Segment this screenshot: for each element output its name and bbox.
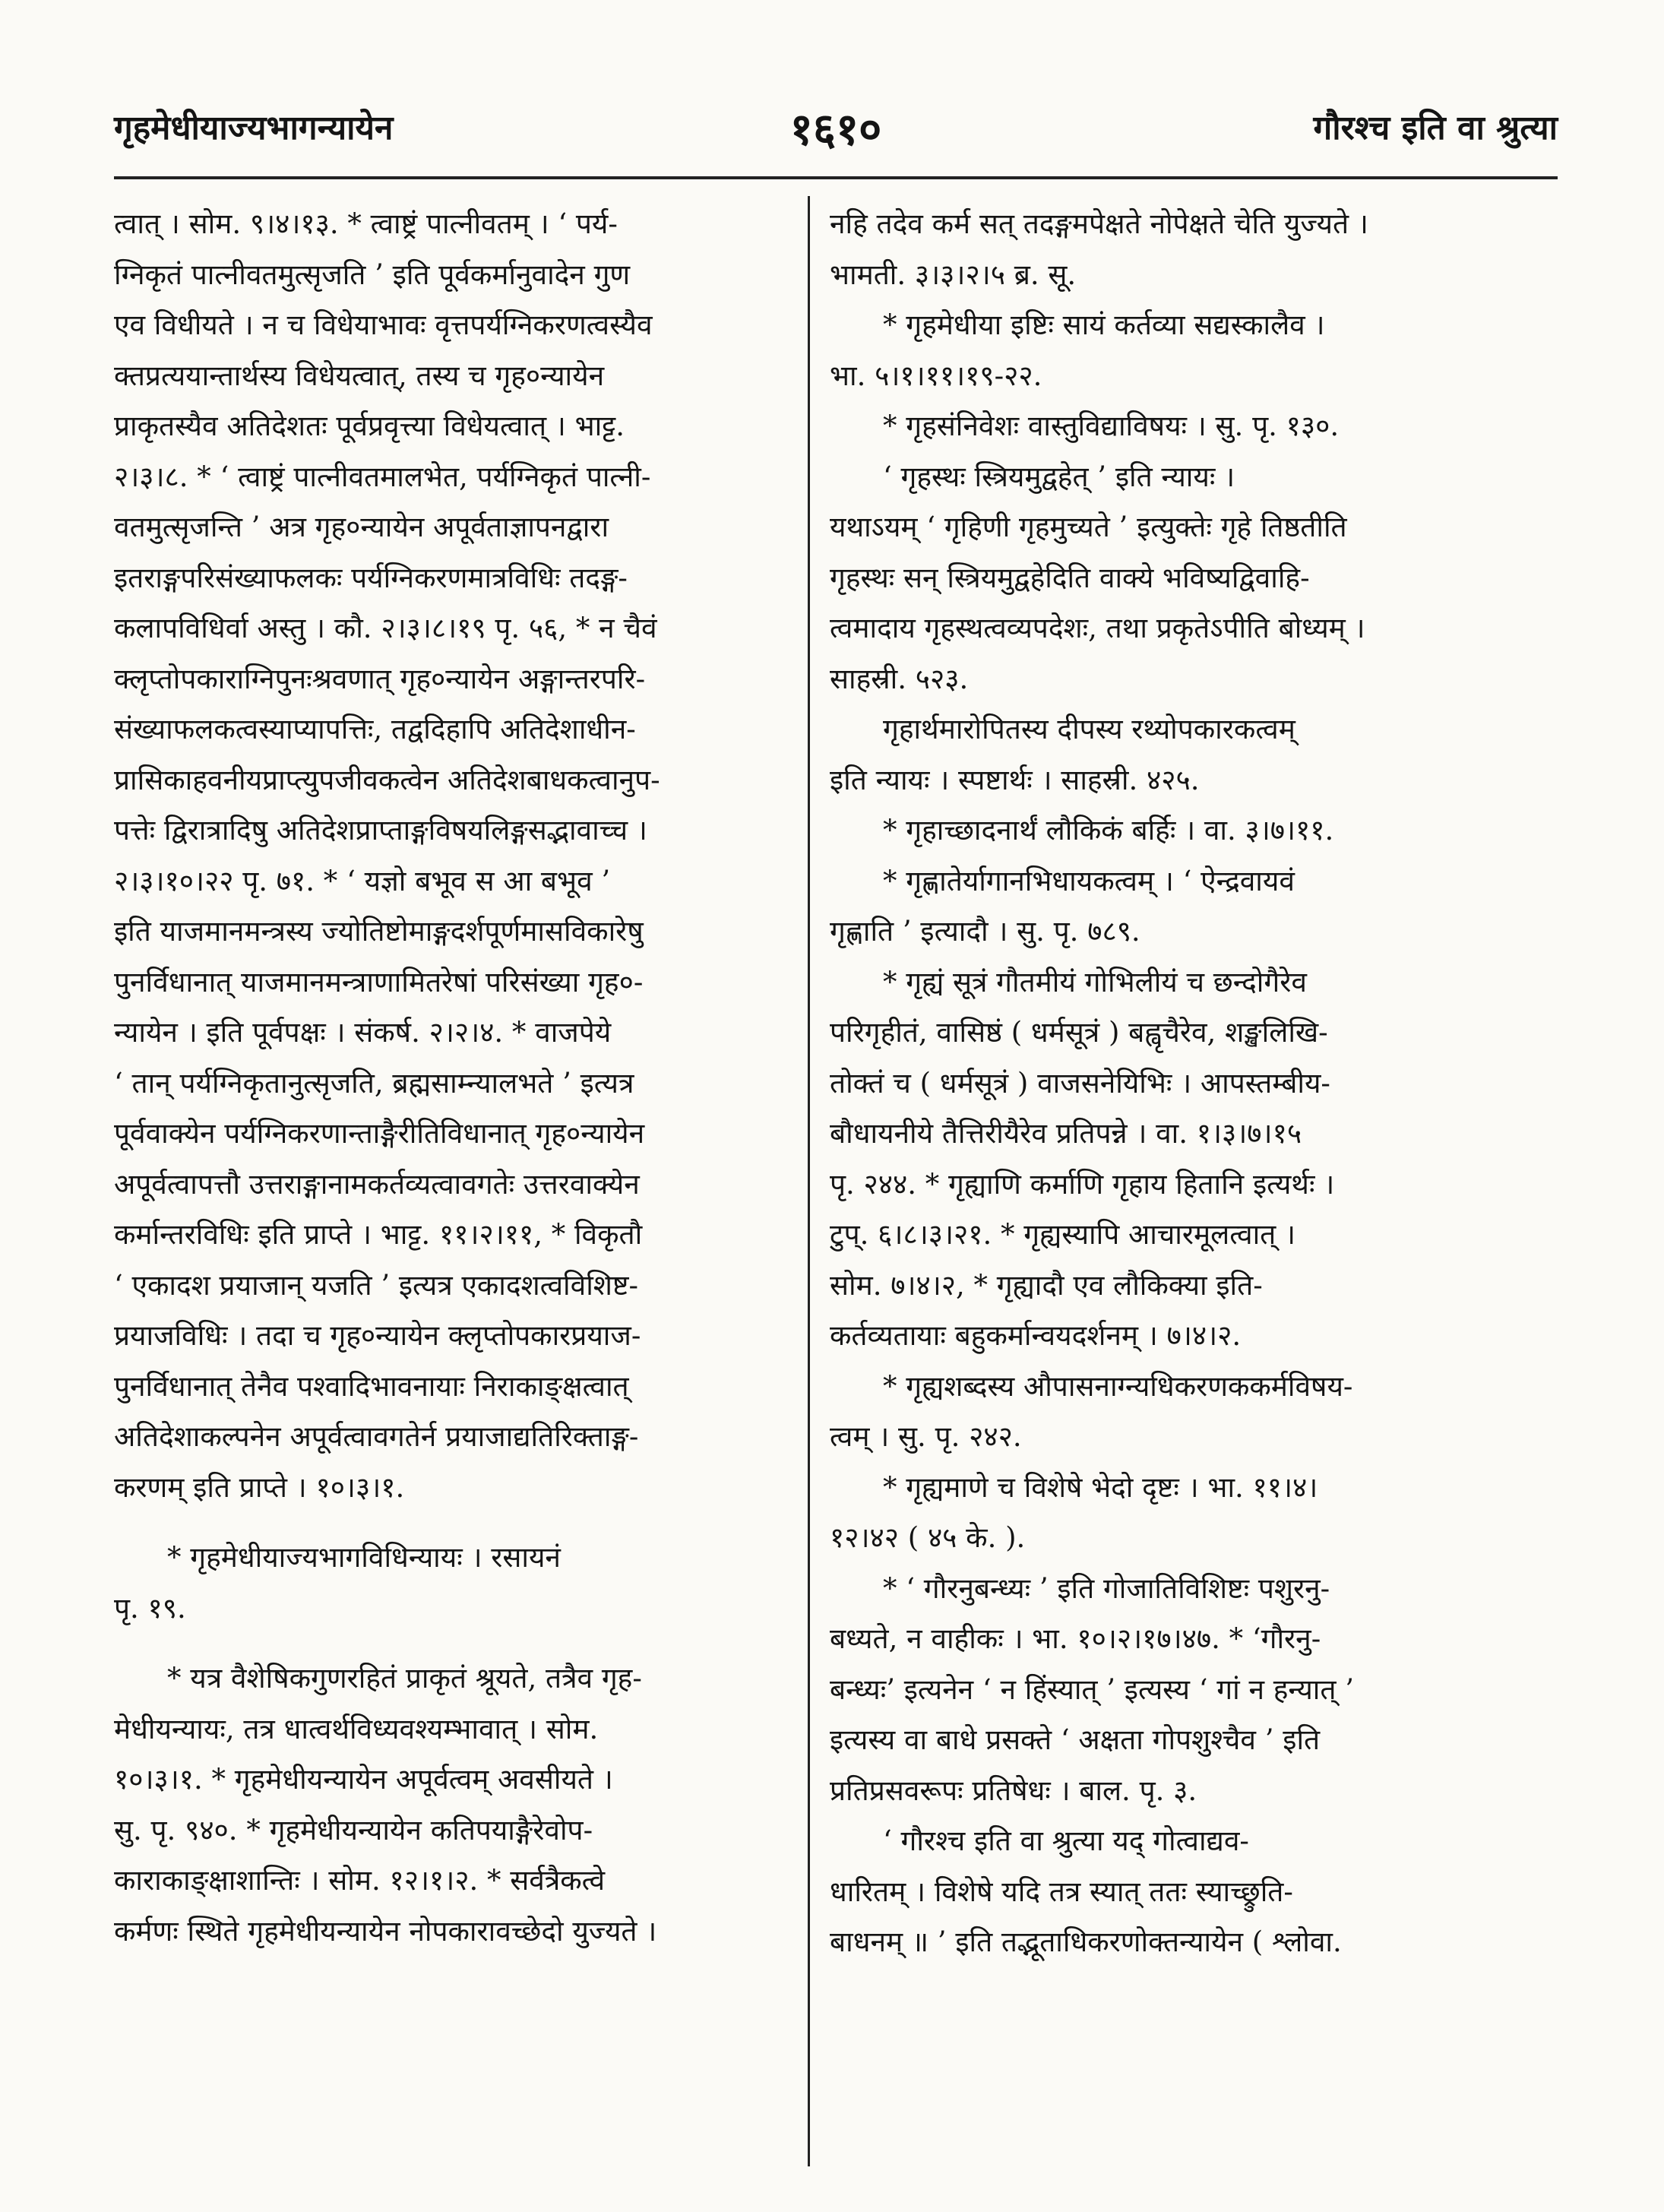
text-line: कलापविधिर्वा अस्तु । कौ. २।३।८।१९ पृ. ५६, * न चैवं [114,612,657,644]
page-number: १६१० [789,103,882,155]
text-line: नहि तदेव कर्म सत् तदङ्गमपेक्षते नोपेक्षते चेति युज्यते । [830,207,1368,240]
text-line: इतराङ्गपरिसंख्याफलकः पर्यग्निकरणमात्रविधिः तदङ्ग- [114,561,628,594]
left-paragraph-1 [114,199,786,1513]
text-line: कर्मणः स्थिते गृहमेधीयन्यायेन नोपकारावच्छेदो युज्यते । [114,1914,657,1948]
text-line: बध्यते, न वाहीकः । भा. १०।२।१७।४७. * ‘गौरनु- [830,1622,1321,1655]
text-line: १२।४२ ( ४५ के. ). [830,1521,1026,1554]
text-line: भा. ५।१।११।१९-२२. [830,359,1042,392]
entry-heading: गृहार्थमारोपितस्य दीपस्य रथ्योपकारकत्वम् [883,713,1295,745]
text-line: प्रासिकाहवनीयप्राप्त्युपजीवकत्वेन अतिदेशबाधकत्वानुप- [114,763,660,796]
text-line: क्लृप्तोपकाराग्निपुनःश्रवणात् गृह०न्यायेन अङ्गान्तरपरि- [114,662,646,695]
entry-heading: * गृहमेधीयाज्यभागविधिन्यायः । रसायनं [167,1541,561,1574]
text-line: यथाऽयम् ‘ गृहिणी गृहमुच्यते ’ इत्युक्तेः गृहे तिष्ठतीति [830,511,1347,543]
text-line: बाधनम् ॥ ’ इति तद्भूताधिकरणोक्तन्यायेन ( श्लोवा. [830,1926,1342,1958]
text-line: मेधीयन्यायः, तत्र धात्वर्थविध्यवश्यम्भावात् । सोम. [114,1712,599,1745]
entry-heading: * गृह्यमाणे च विशेषे भेदो दृष्टः । भा. ११।४। [883,1470,1318,1504]
text-line: पृ. १९. [114,1591,186,1625]
text-line: २।३।८. * ‘ त्वाष्ट्रं पात्नीवतमालभेत, पर्यग्निकृतं पात्नी- [114,460,651,493]
text-line: कर्तव्यतायाः बहुकर्मान्वयदर्शनम् । ७।४।२. [830,1319,1242,1352]
entry-heading: * गृह्यशब्दस्य औपासनाग्न्यधिकरणककर्मविषय- [883,1369,1353,1403]
text-line: न्यायेन । इति पूर्वपक्षः । संकर्ष. २।२।४. * वाजपेये [114,1016,612,1049]
entry-heading: * गृहसंनिवेशः वास्तुविद्याविषयः । सु. पृ. १३०. [883,410,1340,442]
text-line: त्वात् । सोम. ९।४।१३. * त्वाष्ट्रं पात्नीवतम् । ‘ पर्य- [114,207,618,240]
entry-heading: ‘ गौरश्च इति वा श्रुत्या यद् गोत्वाद्यव- [883,1824,1249,1857]
text-line: तोक्तं च ( धर्मसूत्रं ) वाजसनेयिभिः । आपस्तम्बीय- [830,1066,1330,1100]
entry-heading: ‘ गृहस्थः स्त्रियमुद्वहेत् ’ इति न्यायः । [883,460,1235,493]
left-column [114,199,786,2166]
text-line: बौधायनीये तैत्तिरीयैरेव प्रतिपन्ने । वा. १।३।७।१५ [830,1117,1302,1150]
entry-heading: * गृह्यं सूत्रं गौतमीयं गोभिलीयं च छन्दोगैरेव [883,965,1307,998]
text-line: त्वम् । सु. पृ. २४२. [830,1420,1022,1453]
entry-heading: * गृहमेधीया इष्टिः सायं कर्तव्या सद्यस्कालैव । [883,309,1325,341]
left-paragraph-3 [114,1653,786,1957]
text-line: सोम. ७।४।२, * गृह्यादौ एव लौकिक्या इति- [830,1268,1263,1302]
paragraph-gap [114,1513,786,1533]
paragraph-gap [114,1634,786,1653]
text-line: ‘ एकादश प्रयाजान् यजति ’ इत्यत्र एकादशत्वविशिष्ट- [114,1268,639,1302]
text-line: * यत्र वैशेषिकगुणरहितं प्राकृतं श्रूयते, तत्रैव गृह- [167,1662,642,1695]
text-line: पृ. २४४. * गृह्याणि कर्माणि गृहाय हितानि इत्यर्थः । [830,1167,1335,1201]
text-line: संख्याफलकत्वस्याप्यापत्तिः, तद्वदिहापि अतिदेशाधीन- [114,713,636,745]
text-line: पुनर्विधानात् याजमानमन्त्राणामितरेषां परिसंख्या गृह०- [114,965,644,998]
text-line: गृह्णाति ’ इत्यादौ । सु. पृ. ७८९. [830,915,1140,948]
text-line: धारितम् । विशेषे यदि तत्र स्यात् ततः स्याच्छ्रुति- [830,1875,1293,1908]
right-text [830,199,1555,1968]
text-line: पत्तेः द्विरात्रादिषु अतिदेशप्राप्ताङ्गविषयलिङ्गसद्भावाच्च । [114,814,647,847]
running-head-left: गृहमेधीयाज्यभागन्यायेन [114,109,394,147]
text-line: पूर्ववाक्येन पर्यग्निकरणान्ताङ्गैरीतिविधानात् गृह०न्यायेन [114,1117,645,1150]
text-line: करणम् इति प्राप्ते । १०।३।१. [114,1470,405,1504]
right-column [830,199,1555,2166]
text-line: अतिदेशाकल्पनेन अपूर्वत्वावगतेर्न प्रयाजाद्यतिरिक्ताङ्ग- [114,1420,639,1453]
text-line: ‘ तान् पर्यग्निकृतानुत्सृजति, ब्रह्मसाम्न्यालभते ’ इत्यत्र [114,1066,634,1100]
text-line: पुनर्विधानात् तेनैव पश्वादिभावनायाः निराकाङ्क्षत्वात् [114,1369,629,1403]
text-line: टुप्. ६।८।३।२१. * गृह्यस्यापि आचारमूलत्वात् । [830,1218,1296,1251]
text-line: बन्ध्यः’ इत्यनेन ‘ न हिंस्यात् ’ इत्यस्य ‘ गां न हन्यात् ’ [830,1672,1354,1706]
text-line: सु. पृ. ९४०. * गृहमेधीयन्यायेन कतिपयाङ्गैरेवोप- [114,1813,593,1846]
text-line: इति न्यायः । स्पष्टार्थः । साहस्री. ४२५. [830,763,1200,796]
text-line: परिगृहीतं, वासिष्ठं ( धर्मसूत्रं ) बह्वृचैरेव, शङ्खलिखि- [830,1016,1328,1049]
text-line: त्वमादाय गृहस्थत्वव्यपदेशः, तथा प्रकृतेऽपीति बोध्यम् । [830,612,1365,644]
column-divider [808,196,810,2166]
text-line: १०।३।१. * गृहमेधीयन्यायेन अपूर्वत्वम् अवसीयते । [114,1763,613,1796]
entry-heading: * ‘ गौरनुबन्ध्यः ’ इति गोजातिविशिष्टः पशुरनु- [883,1571,1330,1605]
text-line: २।३।१०।२२ पृ. ७१. * ‘ यज्ञो बभूव स आ बभूव ’ [114,864,611,897]
text-line: प्रयाजविधिः । तदा च गृह०न्यायेन क्लृप्तोपकारप्रयाज- [114,1319,641,1352]
text-line: प्रतिप्रसवरूपः प्रतिषेधः । बाल. पृ. ३. [830,1774,1197,1807]
text-line: गृहस्थः सन् स्त्रियमुद्वहेदिति वाक्ये भविष्यद्विवाहि- [830,561,1310,594]
text-line: साहस्री. ५२३. [830,662,969,695]
text-line: प्राकृतस्यैव अतिदेशतः पूर्वप्रवृत्त्या विधेयत्वात् । भाट्ट. [114,410,625,442]
text-line: क्तप्रत्ययान्तार्थस्य विधेयत्वात्, तस्य च गृह०न्यायेन [114,359,605,392]
text-line: इति याजमानमन्त्रस्य ज्योतिष्टोमाङ्गदर्शपूर्णमासविकारेषु [114,915,644,948]
text-line: अपूर्वत्वापत्तौ उत्तराङ्गानामकर्तव्यत्वावगतेः उत्तरवाक्येन [114,1167,640,1201]
text-line: एव विधीयते । न च विधेयाभावः वृत्तपर्यग्निकरणत्वस्यैव [114,309,653,341]
header-rule [114,176,1558,179]
entry-heading: * गृह्णातेर्यागानभिधायकत्वम् । ‘ ऐन्द्रवायवं [883,864,1295,897]
text-line: वतमुत्सृजन्ति ’ अत्र गृह०न्यायेन अपूर्वताज्ञापनद्वारा [114,511,609,543]
left-paragraph-2 [114,1533,786,1634]
text-line: ग्निकृतं पात्नीवतमुत्सृजति ’ इति पूर्वकर्मानुवादेन गुण [114,258,631,291]
text-line: भामती. ३।३।२।५ ब्र. सू. [830,258,1077,291]
entry-heading: * गृहाच्छादनार्थं लौकिकं बर्हिः । वा. ३।७।११. [883,814,1334,847]
text-line: काराकाङ्क्षाशान्तिः । सोम. १२।१।२. * सर्वत्रैकत्वे [114,1864,606,1897]
text-line: इत्यस्य वा बाधे प्रसक्ते ‘ अक्षता गोपशुश्चैव ’ इति [830,1723,1321,1756]
running-head-right: गौरश्च इति वा श्रुत्या [1313,109,1558,147]
page-header [114,97,1558,158]
text-line: कर्मान्तरविधिः इति प्राप्ते । भाट्ट. ११।२।११, * विकृतौ [114,1218,643,1251]
